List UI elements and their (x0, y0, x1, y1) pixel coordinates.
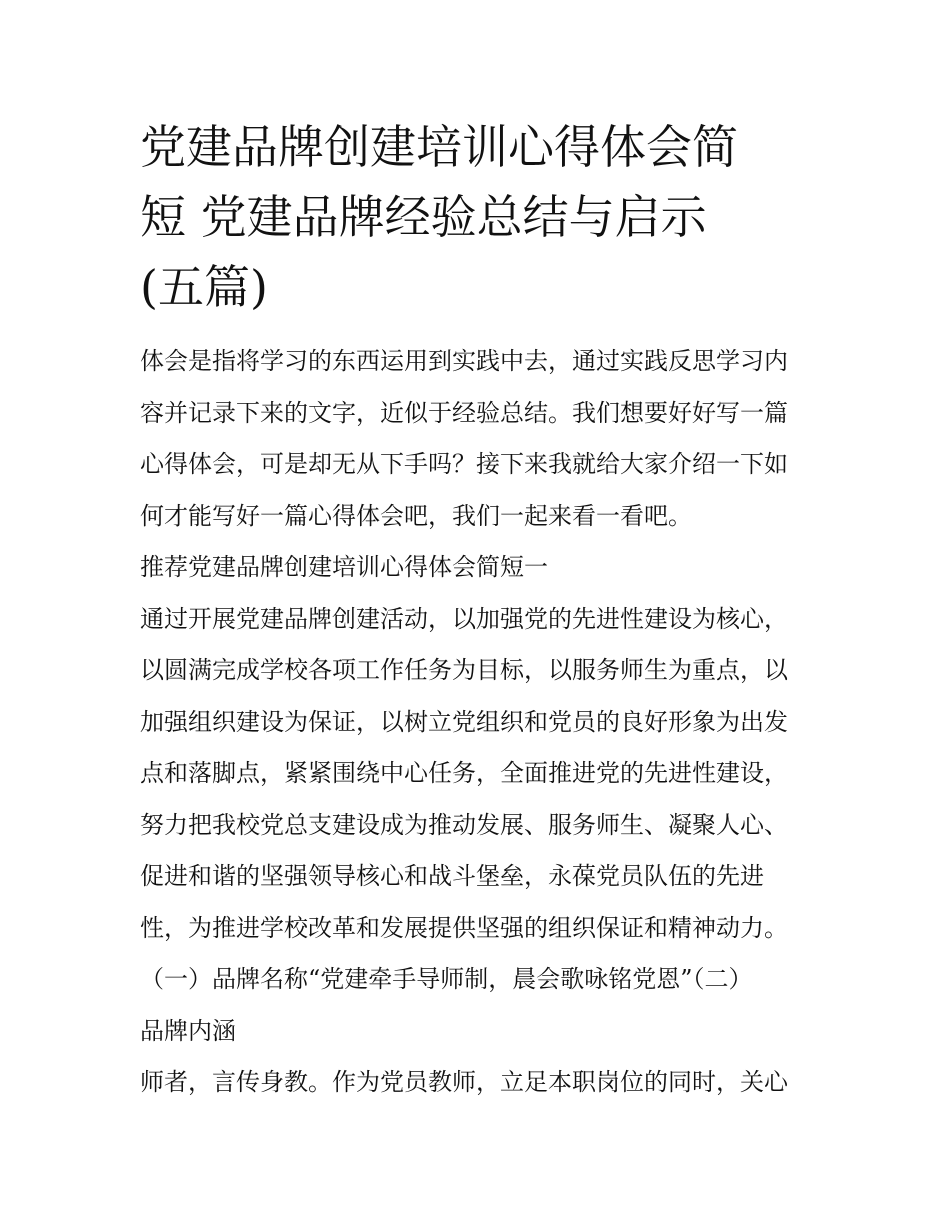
body-line-2: 容并记录下来的文字，近似于经验总结。我们想要好好写一篇 (140, 398, 788, 427)
section-heading-1: 推荐党建品牌创建培训心得体会简短一 (140, 553, 548, 581)
body-line-4: 何才能写好一篇心得体会吧，我们一起来看一看吧。 (140, 501, 692, 530)
body-line-3: 心得体会，可是却无从下手吗？接下来我就给大家介绍一下如 (140, 450, 788, 478)
body-line-6: 通过开展党建品牌创建活动，以加强党的先进性建设为核心， (140, 604, 788, 633)
document-content (140, 112, 820, 1109)
body-line-7: 以圆满完成学校各项工作任务为目标，以服务师生为重点，以 (140, 656, 788, 684)
body-line-1: 体会是指将学习的东西运用到实践中去，通过实践反思学习内 (140, 347, 788, 375)
body-line-13: （一）品牌名称“党建牵手导师制，晨会歌咏铭党恩”（二） (140, 965, 753, 993)
title-line-1: 党建品牌创建培训心得体会简 (140, 120, 738, 174)
document-body (140, 336, 820, 1109)
title-line-3: (五篇) (140, 260, 268, 314)
body-line-9: 点和落脚点，紧紧围绕中心任务，全面推进党的先进性建设， (140, 759, 788, 787)
body-line-12: 性，为推进学校改革和发展提供坚强的组织保证和精神动力。 (140, 913, 788, 942)
title-line-2: 短 党建品牌经验总结与启示 (140, 190, 707, 244)
body-line-15: 师者，言传身教。作为党员教师，立足本职岗位的同时，关心 (140, 1068, 788, 1096)
body-line-11: 促进和谐的坚强领导核心和战斗堡垒，永葆党员队伍的先进 (140, 862, 764, 890)
document-title (140, 112, 820, 322)
body-line-14: 品牌内涵 (140, 1016, 236, 1045)
body-line-8: 加强组织建设为保证，以树立党组织和党员的良好形象为出发 (140, 707, 788, 736)
body-line-10: 努力把我校党总支建设成为推动发展、服务师生、凝聚人心、 (140, 810, 788, 839)
